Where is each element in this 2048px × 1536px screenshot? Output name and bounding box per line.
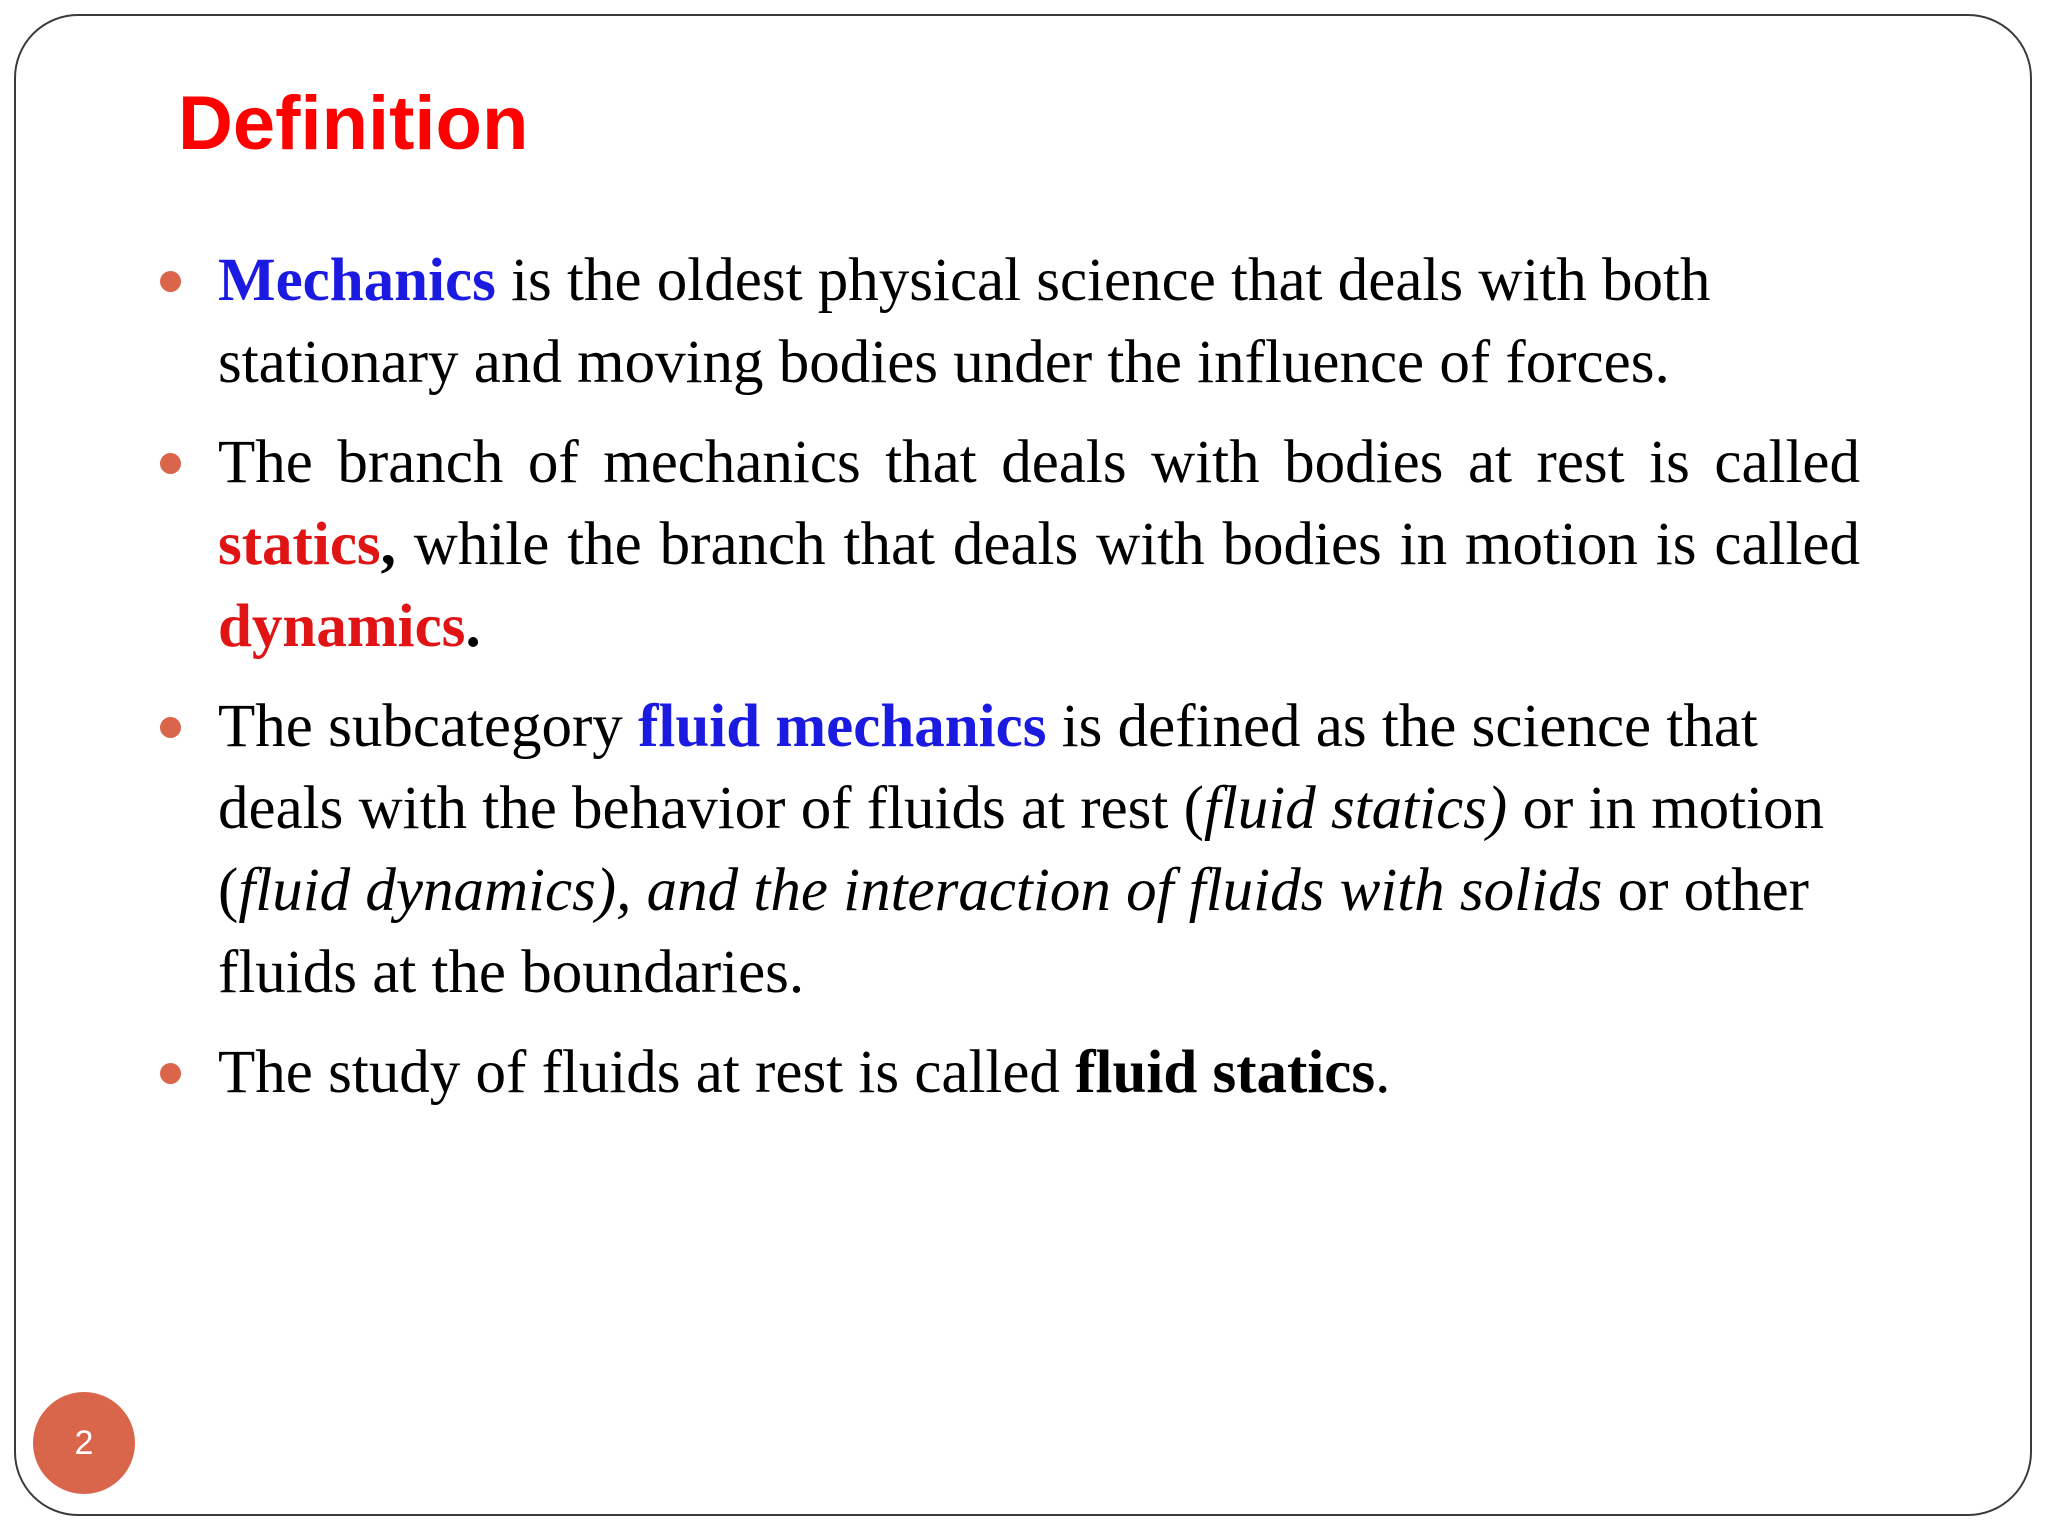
bullet-punctuation: . [465,593,481,660]
italic-fluid-statics: fluid statics) [1203,775,1508,842]
keyword-fluid-mechanics: fluid mechanics [638,693,1047,760]
slide-title: Definition [178,81,529,166]
bullet-text: or other fluids at the boundaries. [218,857,1809,1006]
bullet-icon [160,271,181,292]
bullet-text: while the branch that deals with bodies in motion is called [395,511,1860,578]
bullet-text: The study of fluids at rest is called [218,1039,1076,1106]
bullet-icon [160,1063,181,1084]
keyword-fluid-statics: fluid statics [1075,1039,1376,1106]
bullet-text: is the oldest physical science that deals with both stationary and moving bodies under the influence of forces. [218,247,1711,396]
bullet-text: The subcategory [218,693,639,760]
bullet-item-fluid-mechanics [150,686,1860,1014]
bullet-item-fluid-statics [150,1032,1860,1114]
bullet-text: or in motion ( [218,775,1825,924]
bullet-item-mechanics [150,240,1860,404]
bullet-icon [160,453,181,474]
page-number-badge: 2 [33,1392,135,1494]
bullet-icon [160,717,181,738]
bullet-punctuation: , [380,511,396,578]
keyword-mechanics: Mechanics [218,247,496,314]
italic-fluid-dynamics: fluid dynamics), and the interaction of fluids with solids [238,857,1603,924]
keyword-dynamics: dynamics [218,593,466,660]
bullet-list [150,240,1860,1132]
bullet-text: is defined as the science that deals with the behavior of fluids at rest ( [218,693,1758,842]
bullet-item-statics-dynamics [150,422,1860,668]
bullet-text: The branch of mechanics that deals with bodies at rest is called [218,429,1860,496]
keyword-statics: statics [218,511,381,578]
bullet-text: . [1375,1039,1391,1106]
